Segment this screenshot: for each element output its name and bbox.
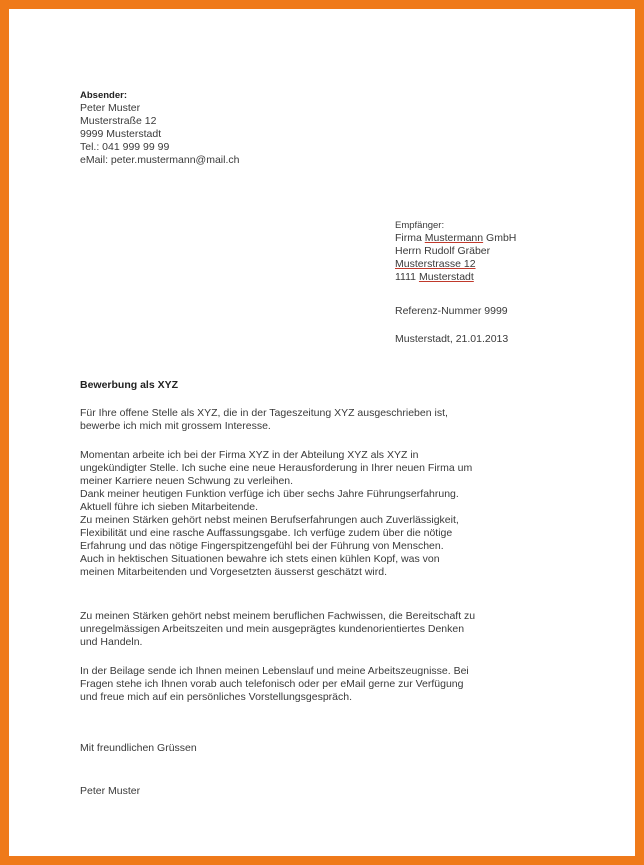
paragraph-line: Momentan arbeite ich bei der Firma XYZ in der Abteilung XYZ als XYZ in bbox=[80, 449, 419, 461]
paragraph-line: Auch in hektischen Situationen bewahre ich stets einen kühlen Kopf, was von bbox=[80, 553, 440, 565]
paragraph-line: meinen Mitarbeitenden und Vorgesetzten äusserst geschätzt wird. bbox=[80, 566, 388, 578]
sender-street: Musterstraße 12 bbox=[80, 115, 157, 127]
paragraph-2 bbox=[80, 449, 472, 579]
recipient-city-prefix: 1111 bbox=[395, 271, 419, 283]
paragraph-3 bbox=[80, 610, 475, 649]
sender-label: Absender: bbox=[80, 90, 127, 101]
paragraph-line: unregelmässigen Arbeitszeiten und mein ausgeprägtes kundenorientiertes Denken bbox=[80, 623, 465, 635]
paragraph-line: Erfahrung und das nötige Fingerspitzengefühl bei der Führung von Menschen. bbox=[80, 540, 444, 552]
recipient-city-name: Musterstadt bbox=[418, 271, 474, 283]
letter-subject: Bewerbung als XYZ bbox=[80, 379, 179, 391]
paragraph-line: Zu meinen Stärken gehört nebst meinen Berufserfahrungen auch Zuverlässigkeit, bbox=[80, 514, 459, 526]
sender-phone: Tel.: 041 999 99 99 bbox=[80, 141, 170, 153]
recipient-city bbox=[395, 271, 516, 284]
paragraph-4 bbox=[80, 665, 469, 704]
paragraph-line: Fragen stehe ich Ihnen vorab auch telefonisch oder per eMail gerne zur Verfügung bbox=[80, 678, 464, 690]
paragraph-line: meiner Karriere neuen Schwung zu verleihen. bbox=[80, 475, 294, 487]
paragraph-line: Flexibilität und eine rasche Auffassungsgabe. Ich verfüge zudem über die nötige bbox=[80, 527, 453, 539]
paragraph-1 bbox=[80, 407, 448, 433]
paragraph-line: bewerbe ich mich mit grossem Interesse. bbox=[80, 420, 271, 432]
sender-city: 9999 Musterstadt bbox=[80, 128, 162, 140]
paragraph-line: und freue mich auf ein persönliches Vorstellungsgespräch. bbox=[80, 691, 352, 703]
paragraph-line: Dank meiner heutigen Funktion verfüge ich über sechs Jahre Führungserfahrung. bbox=[80, 488, 459, 500]
signature-name: Peter Muster bbox=[80, 785, 141, 797]
paragraph-line: Aktuell führe ich sieben Mitarbeitende. bbox=[80, 501, 259, 513]
paragraph-line: ungekündigter Stelle. Ich suche eine neue Herausforderung in Ihrer neuen Firma um bbox=[80, 462, 473, 474]
sender-name: Peter Muster bbox=[80, 102, 141, 114]
sender-email: eMail: peter.mustermann@mail.ch bbox=[80, 154, 240, 166]
paragraph-line: Zu meinen Stärken gehört nebst meinem beruflichen Fachwissen, die Bereitschaft zu bbox=[80, 610, 476, 622]
recipient-contact: Herrn Rudolf Gräber bbox=[395, 245, 491, 257]
recipient-company-name: Mustermann bbox=[424, 232, 484, 244]
recipient-street: Musterstrasse 12 bbox=[395, 258, 476, 270]
recipient-company-prefix: Firma bbox=[395, 232, 425, 244]
paragraph-line: und Handeln. bbox=[80, 636, 143, 648]
sender-block bbox=[80, 89, 239, 167]
closing-salutation: Mit freundlichen Grüssen bbox=[80, 742, 197, 754]
letter-date: Musterstadt, 21.01.2013 bbox=[395, 333, 509, 345]
paragraph-line: Für Ihre offene Stelle als XYZ, die in der Tageszeitung XYZ ausgeschrieben ist, bbox=[80, 407, 448, 419]
reference-number: Referenz-Nummer 9999 bbox=[395, 305, 508, 317]
recipient-label: Empfänger: bbox=[395, 220, 445, 231]
recipient-block bbox=[395, 219, 516, 284]
recipient-company-suffix: GmbH bbox=[483, 232, 517, 244]
paragraph-line: In der Beilage sende ich Ihnen meinen Lebenslauf und meine Arbeitszeugnisse. Bei bbox=[80, 665, 469, 677]
letter-page bbox=[9, 9, 635, 856]
recipient-company bbox=[395, 232, 516, 245]
